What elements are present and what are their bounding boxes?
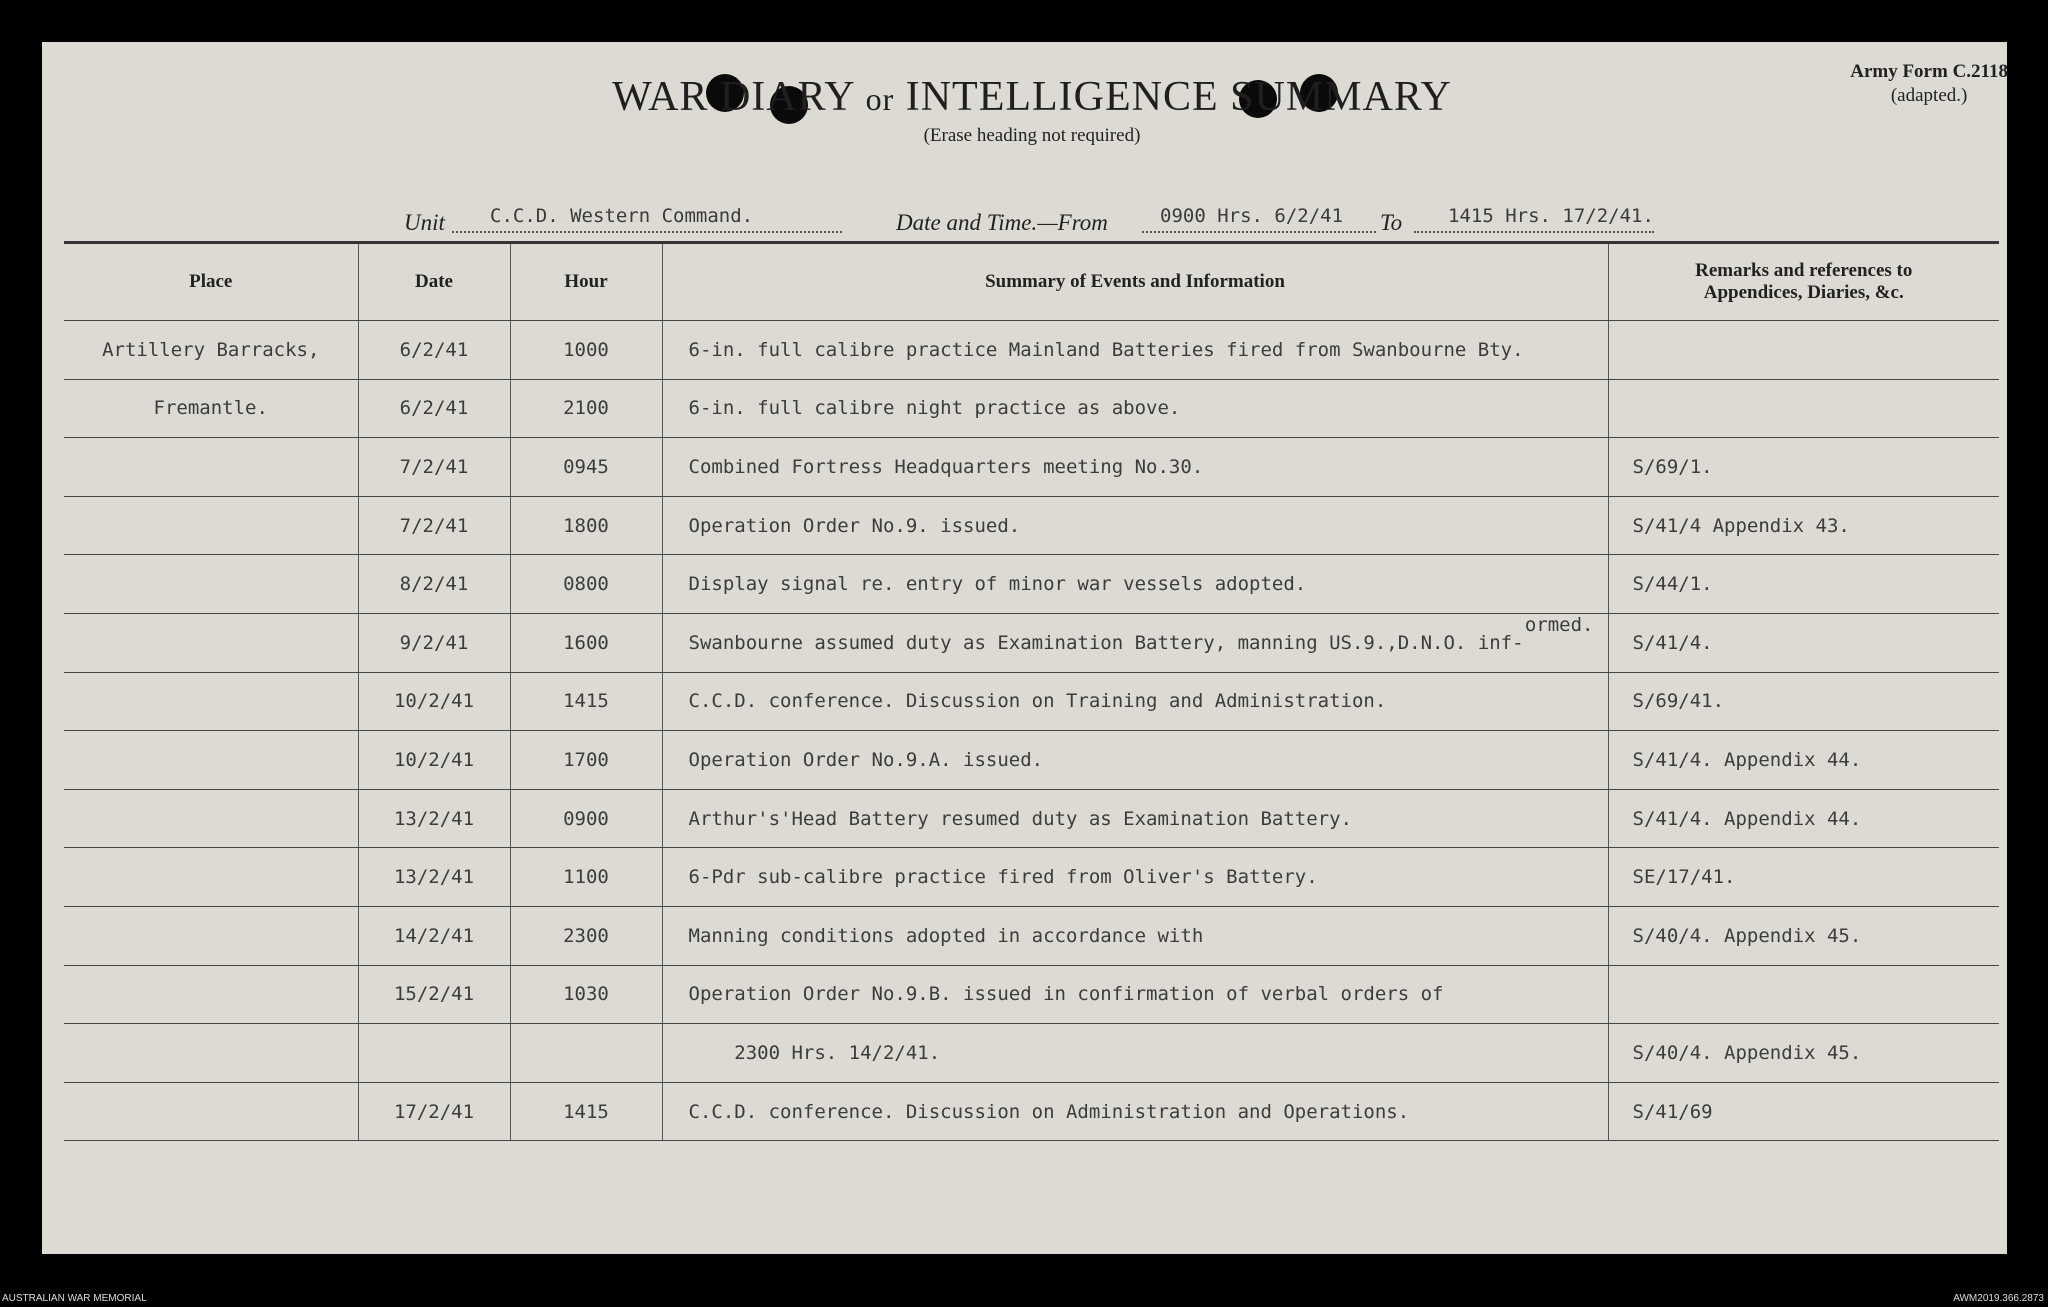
table-row [64, 965, 1999, 1024]
remarks-cell: S/41/4. [1608, 613, 1999, 672]
date-cell: 10/2/41 [358, 731, 510, 790]
column-header-hour: Hour [510, 244, 662, 321]
summary-cell: Arthur's'Head Battery resumed duty as Examination Battery. [662, 789, 1608, 848]
place-cell [64, 555, 358, 614]
hour-cell: 1800 [510, 496, 662, 555]
place-cell: Fremantle. [64, 379, 358, 438]
date-cell: 13/2/41 [358, 789, 510, 848]
remarks-cell: S/40/4. Appendix 45. [1608, 1024, 1999, 1083]
place-cell [64, 496, 358, 555]
date-cell: 13/2/41 [358, 848, 510, 907]
table-row [64, 321, 1999, 380]
form-number: Army Form C.2118 (adapted.) [1850, 61, 2008, 106]
column-header-place: Place [64, 244, 358, 321]
table-row [64, 789, 1999, 848]
remarks-cell: S/41/4. Appendix 44. [1608, 789, 1999, 848]
hour-cell: 1415 [510, 1082, 662, 1141]
table-row [64, 496, 1999, 555]
place-cell [64, 613, 358, 672]
remarks-cell: S/41/4. Appendix 44. [1608, 731, 1999, 790]
date-cell: 17/2/41 [358, 1082, 510, 1141]
date-cell: 15/2/41 [358, 965, 510, 1024]
to-value: 1415 Hrs. 17/2/41. [1448, 205, 1654, 227]
summary-cell: 6-Pdr sub-calibre practice fired from Oliver's Battery. [662, 848, 1608, 907]
table-row [64, 438, 1999, 497]
table-row [64, 613, 1999, 672]
date-cell: 14/2/41 [358, 906, 510, 965]
place-cell [64, 1024, 358, 1083]
unit-value: C.C.D. Western Command. [490, 205, 754, 227]
date-time-label: Date and Time.—From [896, 210, 1108, 235]
place-cell [64, 906, 358, 965]
hour-cell: 0945 [510, 438, 662, 497]
summary-cell: Operation Order No.9.A. issued. [662, 731, 1608, 790]
date-cell: 8/2/41 [358, 555, 510, 614]
table-row [64, 379, 1999, 438]
date-cell: 6/2/41 [358, 321, 510, 380]
remarks-cell: S/69/1. [1608, 438, 1999, 497]
place-cell [64, 1082, 358, 1141]
hour-cell: 1030 [510, 965, 662, 1024]
place-cell [64, 672, 358, 731]
column-header-summary: Summary of Events and Information [662, 244, 1608, 321]
place-cell [64, 848, 358, 907]
table-row [64, 555, 1999, 614]
remarks-cell: S/44/1. [1608, 555, 1999, 614]
hour-cell: 1100 [510, 848, 662, 907]
date-cell: 9/2/41 [358, 613, 510, 672]
date-cell [358, 1024, 510, 1083]
remarks-cell: S/40/4. Appendix 45. [1608, 906, 1999, 965]
hour-cell: 2300 [510, 906, 662, 965]
place-cell [64, 731, 358, 790]
summary-cell [662, 613, 1608, 672]
summary-cell: 6-in. full calibre practice Mainland Batteries fired from Swanbourne Bty. [662, 321, 1608, 380]
summary-cell: 6-in. full calibre night practice as above. [662, 379, 1608, 438]
remarks-cell [1608, 965, 1999, 1024]
page-subtitle: (Erase heading not required) [923, 125, 1141, 146]
hour-cell [510, 1024, 662, 1083]
summary-continuation: ormed. [1524, 613, 1594, 636]
hour-cell: 1000 [510, 321, 662, 380]
date-cell: 6/2/41 [358, 379, 510, 438]
remarks-cell: S/41/69 [1608, 1082, 1999, 1141]
table-row [64, 848, 1999, 907]
table-row [64, 1024, 1999, 1083]
place-cell: Artillery Barracks, [64, 321, 358, 380]
column-header-date: Date [358, 244, 510, 321]
table-row [64, 672, 1999, 731]
summary-text: Swanbourne assumed duty as Examination Battery, manning US.9.,D.N.O. inf- [688, 631, 1524, 654]
place-cell [64, 438, 358, 497]
summary-cell: C.C.D. conference. Discussion on Training and Administration. [662, 672, 1608, 731]
hour-cell: 2100 [510, 379, 662, 438]
hour-cell: 0800 [510, 555, 662, 614]
summary-cell: Manning conditions adopted in accordance with [662, 906, 1608, 965]
page-title: WAR DIARY or INTELLIGENCE SUMMARY [612, 74, 1452, 120]
remarks-cell [1608, 379, 1999, 438]
hour-cell: 0900 [510, 789, 662, 848]
remarks-cell: S/41/4 Appendix 43. [1608, 496, 1999, 555]
table-row [64, 731, 1999, 790]
to-label: To [1380, 210, 1403, 235]
summary-cell: C.C.D. conference. Discussion on Administration and Operations. [662, 1082, 1608, 1141]
remarks-cell: SE/17/41. [1608, 848, 1999, 907]
table-row [64, 1082, 1999, 1141]
place-cell [64, 789, 358, 848]
unit-label: Unit [404, 210, 445, 235]
table-row [64, 906, 1999, 965]
from-value: 0900 Hrs. 6/2/41 [1160, 205, 1344, 227]
summary-cell: Operation Order No.9. issued. [662, 496, 1608, 555]
date-cell: 7/2/41 [358, 438, 510, 497]
footer-credit: AUSTRALIAN WAR MEMORIAL [2, 1293, 147, 1304]
hour-cell: 1415 [510, 672, 662, 731]
footer-accession-number: AWM2019.366.2873 [1953, 1293, 2044, 1304]
summary-cell: Operation Order No.9.B. issued in confirmation of verbal orders of [662, 965, 1608, 1024]
summary-cell: 2300 Hrs. 14/2/41. [662, 1024, 1608, 1083]
remarks-cell: S/69/41. [1608, 672, 1999, 731]
summary-cell: Combined Fortress Headquarters meeting No.30. [662, 438, 1608, 497]
date-cell: 10/2/41 [358, 672, 510, 731]
hour-cell: 1600 [510, 613, 662, 672]
summary-cell: Display signal re. entry of minor war vessels adopted. [662, 555, 1608, 614]
diary-table [64, 244, 1999, 1141]
remarks-cell [1608, 321, 1999, 380]
hour-cell: 1700 [510, 731, 662, 790]
date-cell: 7/2/41 [358, 496, 510, 555]
column-header-remarks: Remarks and references to Appendices, Diaries, &c. [1608, 244, 1999, 321]
place-cell [64, 965, 358, 1024]
